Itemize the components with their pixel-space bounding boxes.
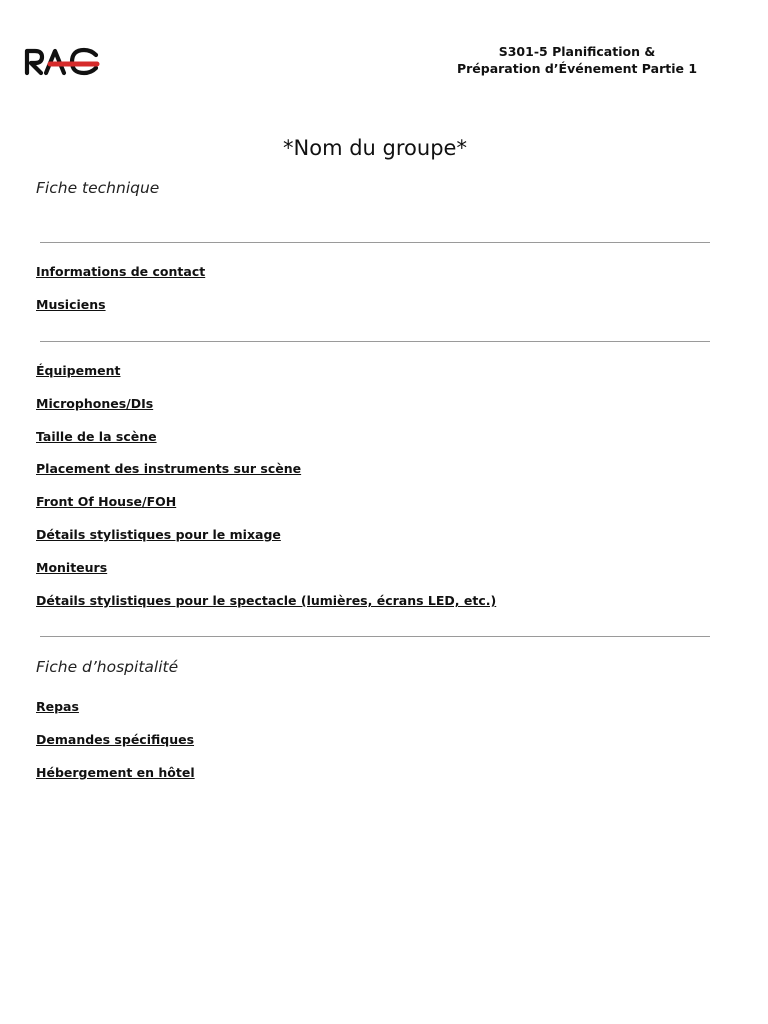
field-contact-info: Informations de contact	[36, 264, 206, 279]
section-heading-technique: Fiche technique	[36, 179, 160, 197]
rac-logo	[24, 46, 100, 76]
field-equipment: Équipement	[36, 363, 121, 378]
field-stage-size: Taille de la scène	[36, 429, 157, 444]
field-mix-details: Détails stylistiques pour le mixage	[36, 527, 281, 542]
field-musicians: Musiciens	[36, 297, 106, 312]
field-instrument-placement: Placement des instruments sur scène	[36, 461, 302, 476]
page-title: *Nom du groupe*	[283, 136, 467, 160]
course-line-1: S301-5 Planification &	[498, 44, 656, 59]
field-special-requests: Demandes spécifiques	[36, 732, 195, 747]
course-line-2: Préparation d’Événement Partie 1	[456, 61, 698, 76]
field-foh: Front Of House/FOH	[36, 494, 177, 509]
field-hotel: Hébergement en hôtel	[36, 765, 195, 780]
course-reference	[447, 43, 707, 77]
field-show-details: Détails stylistiques pour le spectacle (lumières, écrans LED, etc.)	[36, 593, 497, 608]
divider	[40, 341, 710, 342]
field-microphones: Microphones/DIs	[36, 396, 154, 411]
field-monitors: Moniteurs	[36, 560, 108, 575]
section-heading-hospitality: Fiche d’hospitalité	[36, 658, 179, 676]
field-meals: Repas	[36, 699, 79, 714]
divider	[40, 636, 710, 637]
divider	[40, 242, 710, 243]
